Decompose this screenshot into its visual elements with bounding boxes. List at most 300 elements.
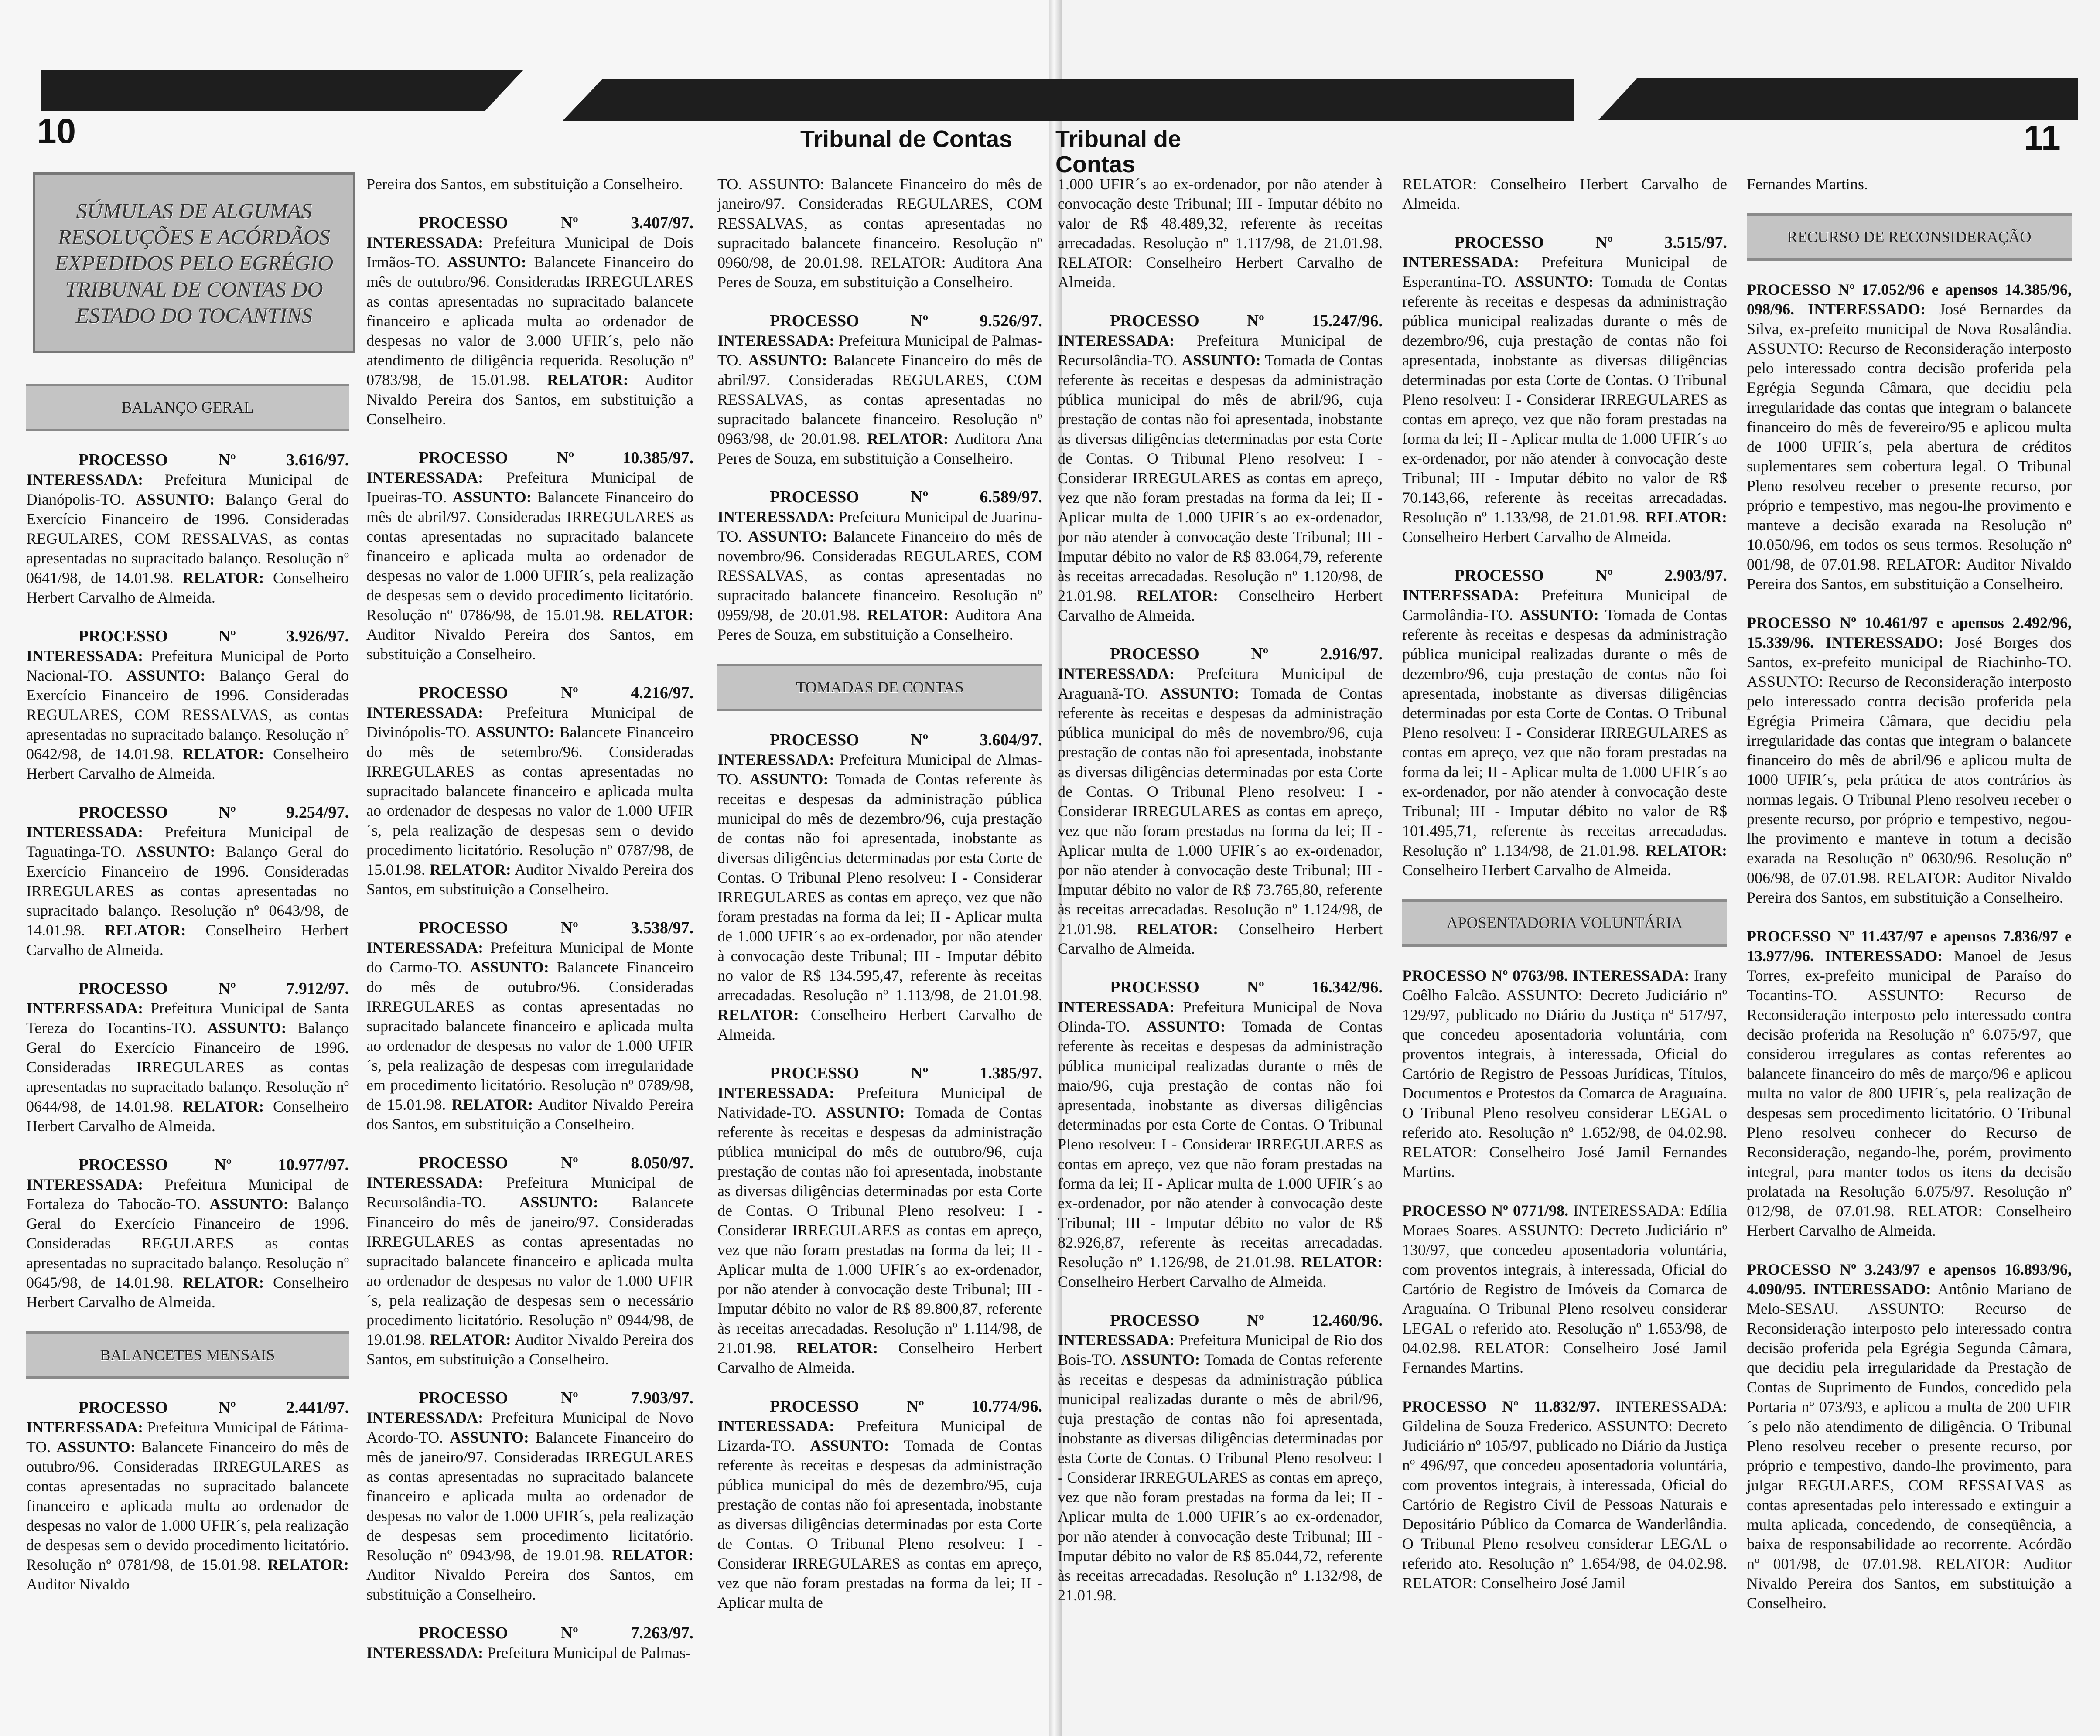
relator-text: Conselheiro Herbert Carvalho de Almeida. bbox=[26, 1098, 349, 1135]
processo-heading bbox=[26, 627, 349, 646]
processo-heading: PROCESSO Nº 10.461/97 e apensos 2.492/96, 15.339/96. INTERESSADO: bbox=[1747, 614, 2072, 651]
interessada-label: INTERESSADA: bbox=[1058, 998, 1175, 1016]
interessada-label: INTERESSADA: bbox=[717, 751, 835, 768]
column-2-continuation: Pereira dos Santos, em substituição a Conselheiro. bbox=[366, 175, 683, 193]
processo-label: PROCESSO bbox=[419, 684, 508, 702]
assunto-label: ASSUNTO: bbox=[207, 1019, 287, 1037]
numero-label: Nº bbox=[1246, 312, 1264, 330]
assunto-label: ASSUNTO: bbox=[1520, 606, 1599, 624]
relator-label: RELATOR: bbox=[430, 861, 511, 878]
page-number-right: 11 bbox=[2024, 118, 2061, 157]
numero-label: Nº bbox=[218, 627, 236, 645]
assunto-text: Tomada de Contas referente às receitas e despesas da administração pública municipal realizadas durante o mês de dezembro/96, cuja prestação de contas não foi apresentada, inobstante as diversas diligências determinadas por esta Corte de Contas. O Tribunal Pleno resolveu: I - Considerar IRREGULARES as contas em apreço, vez que não foram prestadas na forma da lei; II - Aplicar multa de 1.000 UFIR´s ao ex-ordenador, por não atender à convocação deste Tribunal; III - Imputar débito no valor de R$ 101.495,71, referente às receitas arrecadadas. Resolução nº 1.134/98, de 21.01.98. bbox=[1402, 606, 1728, 859]
interessada-label: INTERESSADA: bbox=[1058, 1331, 1175, 1349]
column-3 bbox=[717, 174, 1042, 1632]
assunto-label: ASSUNTO: bbox=[1146, 1018, 1226, 1035]
processo-entry bbox=[1058, 997, 1383, 1292]
processo-entry bbox=[366, 938, 693, 1134]
assunto-text: Tomada de Contas referente às receitas e despesas da administração pública municipal realizadas durante o mês de abril/96, cuja prestação de contas não foi apresentada, inobstante as diversas diligências determinadas por esta Corte de Contas. O Tribunal Pleno resolveu: I - Considerar IRREGULARES as contas em apreço, vez que não foram prestadas na forma da lei; II - Aplicar multa de 1.000 UFIR´s ao ex-ordenador, por não atender à convocação deste Tribunal; III - Imputar débito no valor de R$ 85.044,72, referente às receitas arrecadadas. Resolução nº 1.132/98, de 21.01.98. bbox=[1058, 1351, 1383, 1604]
relator-text: Conselheiro Herbert Carvalho de Almeida. bbox=[1058, 587, 1383, 624]
processo-label: PROCESSO bbox=[770, 731, 859, 749]
relator-text: Auditora Ana Peres de Souza, em substituição a Conselheiro. bbox=[717, 606, 1042, 643]
header-band-center-left bbox=[563, 79, 1055, 121]
numero-label: Nº bbox=[557, 449, 574, 467]
section-tomadas-de-contas: TOMADAS DE CONTAS bbox=[717, 664, 1042, 711]
processo-heading: PROCESSO Nº 17.052/96 e apensos 14.385/96, 098/96. INTERESSADO: bbox=[1747, 281, 2072, 318]
column-6-continuation: Fernandes Martins. bbox=[1747, 175, 1868, 193]
interessada-text: Prefeitura Municipal de Esperantina-TO. bbox=[1402, 253, 1727, 290]
processo-heading bbox=[366, 1153, 693, 1173]
assunto-label: ASSUNTO: bbox=[519, 1194, 598, 1211]
numero-label: Nº bbox=[1251, 645, 1269, 663]
processo-heading bbox=[1058, 311, 1383, 331]
interessada-text: Prefeitura Municipal de Recursolândia-TO. bbox=[1058, 332, 1383, 369]
numero-label: Nº bbox=[218, 1398, 236, 1417]
assunto-label: ASSUNTO: bbox=[475, 723, 555, 741]
interessada-text: Prefeitura Municipal de Santa Tereza do Tocantins-TO. bbox=[26, 999, 349, 1037]
processo-heading bbox=[1402, 233, 1727, 252]
processo-number: 6.589/97. bbox=[980, 488, 1042, 506]
assunto-text: Tomada de Contas referente às receitas e despesas da administração pública municipal do mês de outubro/96, cuja prestação de contas não foi apresentada, inobstante as diversas diligências determinadas por esta Corte de Contas. O Tribunal Pleno resolveu: I - Considerar IRREGULARES as contas em apreço, vez que não foram prestadas na forma da lei; II - Aplicar multa de 1.000 UFIR´s ao ex-ordenador, por não atender à convocação deste Tribunal; III - Imputar débito no valor de R$ 89.800,87, referente às receitas arrecadadas. Resolução nº 1.114/98, de 21.01.98. bbox=[717, 1104, 1042, 1357]
processo-label: PROCESSO bbox=[1455, 233, 1544, 252]
relator-text: Conselheiro Herbert Carvalho de Almeida. bbox=[26, 1274, 349, 1311]
numero-label: Nº bbox=[560, 1154, 578, 1172]
header-title-left: Tribunal de Contas bbox=[800, 126, 1013, 152]
processo-heading bbox=[366, 448, 693, 468]
processo-number: 1.385/97. bbox=[980, 1064, 1042, 1082]
relator-label: RELATOR: bbox=[612, 1546, 693, 1564]
assunto-label: ASSUNTO: bbox=[452, 488, 532, 506]
processo-heading: PROCESSO Nº 11.437/97 e apensos 7.836/97 e 13.977/96. INTERESSADO: bbox=[1747, 928, 2072, 965]
assunto-text: Tomada de Contas referente às receitas e despesas da administração pública municipal do mês de dezembro/96, cuja prestação de contas não foi apresentada, inobstante as diversas diligências determinadas por esta Corte de Contas. O Tribunal Pleno resolveu: I - Considerar IRREGULARES as contas em apreço, vez que não foram prestadas na forma da lei; II - Aplicar multa de 1.000 UFIR´s ao ex-ordenador, por não atender à convocação deste Tribunal; III - Imputar débito no valor de R$ 134.595,47, referente às receitas arrecadadas. Resolução nº 1.113/98, de 21.01.98. bbox=[717, 771, 1042, 1004]
processo-number: 3.538/97. bbox=[631, 919, 693, 937]
processo-entry bbox=[26, 999, 349, 1136]
processo-label: PROCESSO bbox=[419, 449, 508, 467]
interessada-label: INTERESSADA: bbox=[26, 999, 143, 1017]
processo-heading bbox=[366, 683, 693, 703]
processo-label: PROCESSO bbox=[79, 627, 168, 645]
numero-label: Nº bbox=[218, 451, 236, 469]
processo-heading bbox=[717, 1064, 1042, 1083]
processo-number: 4.216/97. bbox=[631, 684, 693, 702]
assunto-text: Balanço Geral do Exercício Financeiro de 1996. Consideradas REGULARES, COM RESSALVAS, as contas apresentadas no supracitado balanço. Resolução nº 0641/98, de 14.01.98. bbox=[26, 491, 349, 587]
assunto-text: Balanço Geral do Exercício Financeiro de 1996. Consideradas IRREGULARES as contas apresentadas no supracitado balanço. Resolução nº 0643/98, de 14.01.98. bbox=[26, 843, 349, 939]
numero-label: Nº bbox=[1595, 233, 1613, 252]
processo-entry bbox=[1747, 613, 2072, 907]
processo-number: 3.616/97. bbox=[286, 451, 349, 469]
assunto-label: ASSUNTO: bbox=[1120, 1351, 1200, 1368]
interessada-label: INTERESSADA: bbox=[366, 704, 484, 721]
processo-number: 2.441/97. bbox=[286, 1398, 349, 1417]
processo-number: 3.407/97. bbox=[631, 214, 693, 232]
assunto-label: ASSUNTO: bbox=[826, 1104, 905, 1121]
column-4-continuation: 1.000 UFIR´s ao ex-ordenador, por não atender à convocação deste Tribunal; III - Imputar débito no valor de R$ 48.489,32, referente às receitas arrecadadas. Resolução nº 1.117/98, de 21.01.98. RELATOR: Conselheiro Herbert Carvalho de Almeida. bbox=[1058, 175, 1383, 291]
relator-text: Auditor Nivaldo Pereira dos Santos, em substituição a Conselheiro. bbox=[366, 371, 694, 428]
processo-heading bbox=[717, 488, 1042, 507]
processo-label: PROCESSO bbox=[419, 1624, 508, 1642]
processo-label: PROCESSO bbox=[1110, 1311, 1199, 1330]
processo-entry bbox=[26, 822, 349, 960]
interessada-label: INTERESSADA: bbox=[1058, 665, 1175, 682]
assunto-text: Balancete Financeiro do mês de outubro/96. Consideradas IRREGULARES as contas apresentadas no supracitado balancete financeiro e aplicada multa ao ordenador de despesas no valor de 1.000 UFIR´s, pela realização de despesas sem o devido procedimento licitatório. Resolução nº 0781/98, de 15.01.98. bbox=[26, 1438, 349, 1573]
processo-heading: PROCESSO Nº 0771/98. bbox=[1402, 1202, 1568, 1219]
processo-label: PROCESSO bbox=[1110, 645, 1199, 663]
processo-label: PROCESSO bbox=[79, 1156, 168, 1174]
relator-label: RELATOR: bbox=[267, 1556, 349, 1573]
processo-entry bbox=[26, 1418, 349, 1594]
processo-entry bbox=[1747, 280, 2072, 594]
numero-label: Nº bbox=[560, 1624, 578, 1642]
relator-text: Auditor Nivaldo Pereira dos Santos, em substituição a Conselheiro. bbox=[366, 626, 693, 663]
numero-label: Nº bbox=[560, 214, 578, 232]
processo-label: PROCESSO bbox=[770, 1397, 859, 1415]
assunto-text: Balancete Financeiro do mês de outubro/96. Consideradas IRREGULARES as contas apresentadas no supracitado balancete financeiro e aplicada multa ao ordenador de despesas no valor de 1.000 UFIR´s, pela realização de despesas com irregularidade em procedimento licitatório. Resolução nº 0789/98, de 15.01.98. bbox=[366, 958, 693, 1113]
relator-label: RELATOR: bbox=[612, 606, 693, 624]
interessada-label: INTERESSADA: bbox=[717, 508, 835, 525]
processo-entry bbox=[26, 1175, 349, 1312]
processo-label: PROCESSO bbox=[79, 979, 168, 998]
page-title-box: SÚMULAS DE ALGUMAS RESOLUÇÕES E ACÓRDÃOS EXPEDIDOS PELO EGRÉGIO TRIBUNAL DE CONTAS DO ESTADO DO TOCANTINS bbox=[33, 172, 355, 353]
assunto-label: ASSUNTO: bbox=[135, 491, 215, 508]
relator-text: Auditor Nivaldo Pereira dos Santos, em substituição a Conselheiro. bbox=[366, 1566, 693, 1603]
section-balancetes-mensais: BALANCETES MENSAIS bbox=[26, 1331, 349, 1379]
relator-text: Conselheiro Herbert Carvalho de Almeida. bbox=[26, 569, 349, 606]
assunto-text: Tomada de Contas referente às receitas e despesas da administração pública municipal do mês de abril/96, cuja prestação de contas não foi apresentada, inobstante as diversas diligências determinadas por esta Corte de Contas. O Tribunal Pleno resolveu: I - Considerar IRREGULARES as contas em apreço, vez que não foram prestadas na forma da lei; II - Aplicar multa de 1.000 UFIR´s ao ex-ordenador, por não atender à convocação deste Tribunal; III - Imputar débito no valor de R$ 83.064,79, referente às receitas arrecadadas. Resolução nº 1.120/98, de 21.01.98. bbox=[1058, 351, 1383, 604]
numero-label: Nº bbox=[911, 1064, 929, 1082]
interessada-text: Prefeitura Municipal de Dois Irmãos-TO. bbox=[366, 234, 694, 271]
processo-text: Irany Coêlho Falcão. ASSUNTO: Decreto Judiciário nº 129/97, publicado no Diário da Justiça nº 517/97, que concedeu aposentadoria voluntária, com proventos integrais, à interessada, Oficial do Cartório de Registro de Pessoas Jurídicas, Títulos, Documentos e Protestos da Comarca de Araguaína. O Tribunal Pleno resolveu considerar LEGAL o referido ato. Resolução nº 1.652/98, de 04.02.98. RELATOR: Conselheiro José Jamil Fernandes Martins. bbox=[1402, 967, 1728, 1180]
interessada-text: Prefeitura Municipal de Nova Olinda-TO. bbox=[1058, 998, 1383, 1035]
interessada-text: Prefeitura Municipal de Taguatinga-TO. bbox=[26, 823, 349, 860]
column-6 bbox=[1747, 174, 2072, 1632]
assunto-label: ASSUNTO: bbox=[1181, 351, 1261, 369]
relator-text: Auditor Nivaldo Pereira dos Santos, em substituição a Conselheiro. bbox=[366, 1096, 694, 1133]
processo-number: 9.526/97. bbox=[980, 312, 1042, 330]
interessada-label: INTERESSADA: bbox=[26, 647, 143, 665]
page-number-left: 10 bbox=[37, 112, 76, 150]
processo-heading bbox=[717, 1397, 1042, 1416]
relator-label: RELATOR: bbox=[182, 569, 264, 587]
column-1 bbox=[26, 384, 349, 1613]
numero-label: Nº bbox=[1595, 566, 1613, 585]
relator-text: Conselheiro Herbert Carvalho de Almeida. bbox=[1402, 528, 1671, 546]
processo-label: PROCESSO bbox=[1455, 566, 1544, 585]
processo-label: PROCESSO bbox=[79, 1398, 168, 1417]
numero-label: Nº bbox=[560, 684, 578, 702]
interessada-label: INTERESSADA: bbox=[366, 469, 484, 486]
column-3-continuation: TO. ASSUNTO: Balancete Financeiro do mês de janeiro/97. Consideradas REGULARES, COM RESSALVAS, as contas apresentadas no supracitado balancete financeiro. Resolução nº 0960/98, de 20.01.98. RELATOR: Auditora Ana Peres de Souza, em substituição a Conselheiro. bbox=[717, 175, 1042, 291]
column-5 bbox=[1402, 174, 1727, 1612]
relator-label: RELATOR: bbox=[430, 1331, 511, 1348]
interessada-text: Prefeitura Municipal de Fátima-TO. bbox=[26, 1419, 349, 1456]
interessada-text: Prefeitura Municipal de Fortaleza do Tabocão-TO. bbox=[26, 1176, 349, 1213]
assunto-text: Balanço Geral do Exercício Financeiro de 1996. Consideradas REGULARES as contas apresentadas no supracitado balanço. Resolução nº 0645/98, de 14.01.98. bbox=[26, 1195, 349, 1291]
processo-entry bbox=[26, 470, 349, 607]
processo-heading bbox=[366, 1388, 693, 1408]
processo-number: 10.977/97. bbox=[278, 1156, 349, 1174]
processo-number: 7.263/97. bbox=[631, 1624, 693, 1642]
assunto-label: ASSUNTO: bbox=[136, 843, 215, 860]
processo-entry bbox=[1747, 927, 2072, 1241]
processo-text: INTERESSADA: Edília Moraes Soares. ASSUNTO: Decreto Judiciário nº 130/97, que concedeu aposentadoria voluntária, com proventos integrais, à interessada, Oficial do Cartório de Registro de Imóveis da Comarca de Araguaína. O Tribunal Pleno resolveu considerar LEGAL o referido ato. Resolução nº 1.653/98, de 04.02.98. RELATOR: Conselheiro José Jamil Fernandes Martins. bbox=[1402, 1202, 1728, 1376]
processo-label: PROCESSO bbox=[419, 214, 508, 232]
assunto-label: ASSUNTO: bbox=[126, 667, 206, 684]
numero-label: Nº bbox=[906, 1397, 924, 1415]
numero-label: Nº bbox=[218, 979, 236, 998]
processo-heading bbox=[26, 803, 349, 822]
processo-label: PROCESSO bbox=[79, 803, 168, 822]
processo-entry bbox=[26, 646, 349, 784]
relator-label: RELATOR: bbox=[717, 1006, 799, 1023]
column-4 bbox=[1058, 174, 1383, 1624]
processo-label: PROCESSO bbox=[770, 488, 859, 506]
assunto-label: ASSUNTO: bbox=[748, 351, 827, 369]
processo-heading bbox=[366, 918, 693, 938]
processo-text: José Bernardes da Silva, ex-prefeito municipal de Nova Rosalândia. ASSUNTO: Recurso de Reconsideração interposto pelo interessado contra decisão proferida pela Egrégia Segunda Câmara, que decidiu pela irregularidade das contas que integram o balancete financeiro do mês de fevereiro/95 e aplicou multa de 1000 UFIR´s, pela abertura de créditos suplementares sem cobertura legal. O Tribunal Pleno resolveu receber o presente recurso, por próprio e tempestivo, mas negou-lhe provimento e manteve a decisão exarada na Resolução nº 10.050/96, em todos os seus termos. Resolução nº 001/98, de 07.01.98. RELATOR: Auditor Nivaldo Pereira dos Santos, em substituição a Conselheiro. bbox=[1747, 300, 2072, 593]
interessada-text: Prefeitura Municipal de Novo Acordo-TO. bbox=[366, 1409, 694, 1446]
processo-entry bbox=[366, 233, 693, 429]
relator-label: RELATOR: bbox=[796, 1339, 878, 1357]
processo-entry bbox=[366, 1643, 693, 1663]
processo-number: 3.515/97. bbox=[1664, 233, 1727, 252]
processo-heading: PROCESSO Nº 11.832/97. bbox=[1402, 1398, 1600, 1415]
processo-entry bbox=[717, 750, 1042, 1044]
processo-number: 10.774/96. bbox=[971, 1397, 1042, 1415]
section-balanco-geral: BALANÇO GERAL bbox=[26, 384, 349, 431]
processo-entry bbox=[366, 703, 693, 899]
assunto-text: Balanço Geral do Exercício Financeiro de 1996. Consideradas IRREGULARES as contas apresentadas no supracitado balanço. Resolução nº 0644/98, de 14.01.98. bbox=[26, 1019, 349, 1115]
processo-heading bbox=[1058, 1311, 1383, 1330]
relator-label: RELATOR: bbox=[867, 606, 949, 624]
numero-label: Nº bbox=[214, 1156, 232, 1174]
processo-heading bbox=[717, 311, 1042, 331]
processo-entry bbox=[1058, 1330, 1383, 1605]
interessada-label: INTERESSADA: bbox=[366, 939, 484, 956]
numero-label: Nº bbox=[560, 1389, 578, 1407]
interessada-label: INTERESSADA: bbox=[1058, 332, 1175, 349]
interessada-label: INTERESSADA: bbox=[366, 1409, 484, 1426]
interessada-text: Prefeitura Municipal de Divinópolis-TO. bbox=[366, 704, 693, 741]
assunto-text: Balancete Financeiro do mês de abril/97. Consideradas REGULARES, COM RESSALVAS, as contas apresentadas no supracitado balancete financeiro. Resolução nº 0963/98, de 20.01.98. bbox=[717, 351, 1042, 447]
relator-text: Auditor Nivaldo bbox=[26, 1576, 130, 1593]
header-band-right bbox=[1598, 78, 2078, 120]
processo-number: 7.903/97. bbox=[631, 1389, 693, 1407]
interessada-text: Prefeitura Municipal de Dianópolis-TO. bbox=[26, 471, 349, 508]
processo-number: 2.916/97. bbox=[1320, 645, 1383, 663]
interessada-label: INTERESSADA: bbox=[366, 234, 484, 251]
processo-entry bbox=[1402, 1201, 1727, 1378]
processo-text: José Borges dos Santos, ex-prefeito municipal de Riachinho-TO. ASSUNTO: Recurso de Reconsideração interposto pelo interessado contra decisão proferida pela Egrégia Primeira Câmara, que decidiu pela irregularidade das contas que integram o balancete financeiro do mês de abril/96 e aplicou multa de 1000 UFIR´s, pela prática de atos contrários às normas legais. O Tribunal Pleno resolveu receber o presente recurso, por próprio e tempestivo, negou-lhe provimento e manteve in totum a decisão exarada na Resolução nº 0630/96. Resolução nº 006/98, de 07.01.98. RELATOR: Auditor Nivaldo Pereira dos Santos, em substituição a Conselheiro. bbox=[1747, 634, 2072, 906]
relator-label: RELATOR: bbox=[1646, 842, 1727, 859]
interessada-text: Prefeitura Municipal de Ipueiras-TO. bbox=[366, 469, 693, 506]
numero-label: Nº bbox=[911, 312, 929, 330]
processo-heading bbox=[366, 213, 693, 233]
processo-heading bbox=[26, 979, 349, 999]
processo-number: 16.342/96. bbox=[1311, 978, 1383, 996]
interessada-text: Prefeitura Municipal de Recursolândia-TO. bbox=[366, 1174, 693, 1211]
assunto-label: ASSUNTO: bbox=[748, 528, 827, 545]
processo-text: Antônio Mariano de Melo-SESAU. ASSUNTO: Recurso de Reconsideração interposto pelo interessado contra decisão proferida pela Egrégia Segunda Câmara, que decidiu pela irregularidade da Prestação de Contas de Suprimento de Fundos, concedido pela Portaria nº 073/93, e aplicou a multa de 200 UFIR´s pelo não atendimento de diligência. O Tribunal Pleno resolveu receber o presente recurso, por próprio e tempestivo, dando-lhe provimento, para julgar REGULARES, COM RESSALVAS as contas apresentadas pelo interessado e extinguir a multa aplicada, concedendo, de conseqüência, a baixa de responsabilidade ao recorrente. Acórdão nº 001/98, de 07.01.98. RELATOR: Auditor Nivaldo Pereira dos Santos, em substituição a Conselheiro. bbox=[1747, 1280, 2072, 1612]
relator-text: Auditora Ana Peres de Souza, em substituição a Conselheiro. bbox=[717, 430, 1042, 467]
processo-number: 3.926/97. bbox=[286, 627, 349, 645]
section-recurso-de-reconsideracao: RECURSO DE RECONSIDERAÇÃO bbox=[1747, 213, 2072, 261]
header-band-center-right bbox=[1055, 79, 1574, 121]
processo-entry bbox=[1747, 1260, 2072, 1613]
relator-text: Conselheiro Herbert Carvalho de Almeida. bbox=[26, 745, 349, 782]
relator-label: RELATOR: bbox=[1646, 508, 1727, 526]
interessada-text: Prefeitura Municipal de Carmolândia-TO. bbox=[1402, 587, 1727, 624]
relator-text: Conselheiro Herbert Carvalho de Almeida. bbox=[717, 1339, 1043, 1376]
column-5-continuation: RELATOR: Conselheiro Herbert Carvalho de Almeida. bbox=[1402, 175, 1727, 212]
processo-label: PROCESSO bbox=[770, 312, 859, 330]
processo-label: PROCESSO bbox=[1110, 312, 1199, 330]
relator-text: Conselheiro Herbert Carvalho de Almeida. bbox=[1058, 1273, 1327, 1290]
assunto-text: Balancete Financeiro do mês de novembro/96. Consideradas REGULARES, COM RESSALVAS, as contas apresentadas no supracitado balancete financeiro. Resolução nº 0959/98, de 20.01.98. bbox=[717, 528, 1042, 624]
header-band-left bbox=[41, 70, 523, 111]
interessada-label: INTERESSADA: bbox=[1402, 587, 1520, 604]
assunto-text: Balancete Financeiro do mês de janeiro/97. Consideradas IRREGULARES as contas apresentadas no supracitado balancete financeiro e aplicada multa ao ordenador de despesas no valor de 1.000 UFIR´s, pela realização de despesas sem procedimento licitatório. Resolução nº 0943/98, de 19.01.98. bbox=[366, 1429, 694, 1564]
processo-text: Manoel de Jesus Torres, ex-prefeito municipal de Paraíso do Tocantins-TO. ASSUNTO: Recurso de Reconsideração interposto pelo interessado contra decisão proferida na Resolução nº 6.075/97, que considerou irregulares as contas referentes ao balancete financeiro do mês de março/96 e aplicou multa no valor de 800 UFIR´s, pela realização de despesas sem procedimento licitatório. O Tribunal Pleno resolveu conhecer do Recurso de Reconsideração, negando-lhe, porém, provimento integral, para manter todos os itens da decisão prolatada na Resolução 6.075/97. Resolução nº 012/98, de 07.01.98. RELATOR: Conselheiro Herbert Carvalho de Almeida. bbox=[1747, 947, 2072, 1239]
assunto-label: ASSUNTO: bbox=[749, 771, 829, 788]
processo-number: 10.385/97. bbox=[622, 449, 693, 467]
column-2 bbox=[366, 174, 693, 1682]
section-aposentadoria-voluntaria: APOSENTADORIA VOLUNTÁRIA bbox=[1402, 899, 1727, 947]
interessada-text: Prefeitura Municipal de Porto Nacional-TO. bbox=[26, 647, 349, 684]
assunto-text: Tomada de Contas referente às receitas e despesas da administração pública municipal do mês de dezembro/95, cuja prestação de contas não foi apresentada, inobstante as diversas diligências determinadas por esta Corte de Contas. O Tribunal Pleno resolveu: I - Considerar IRREGULARES as contas em apreço, vez que não foram prestadas na forma da lei; II - Aplicar multa de bbox=[717, 1437, 1043, 1611]
processo-number: 3.604/97. bbox=[980, 731, 1042, 749]
relator-label: RELATOR: bbox=[867, 430, 949, 447]
processo-text: INTERESSADA: Gildelina de Souza Frederico. ASSUNTO: Decreto Judiciário nº 105/97, publicado no Diário da Justiça nº 496/97, que concedeu aposentadoria voluntária, com proventos integrais, à interessada, Oficial do Cartório de Registro Civil de Pessoas Naturais e Depositário Público da Comarca de Wanderlândia. O Tribunal Pleno resolveu considerar LEGAL o referido ato. Resolução nº 1.654/98, de 04.02.98. RELATOR: Conselheiro José Jamil bbox=[1402, 1398, 1728, 1592]
numero-label: Nº bbox=[560, 919, 578, 937]
processo-heading bbox=[717, 730, 1042, 750]
interessada-label: INTERESSADA: bbox=[26, 1176, 143, 1193]
assunto-label: ASSUNTO: bbox=[56, 1438, 136, 1456]
relator-label: RELATOR: bbox=[1137, 920, 1219, 938]
assunto-text: Balanço Geral do Exercício Financeiro de 1996. Consideradas REGULARES, COM RESSALVAS, as contas apresentadas no supracitado balanço. Resolução nº 0642/98, de 14.01.98. bbox=[26, 667, 349, 763]
relator-label: RELATOR: bbox=[182, 745, 264, 763]
interessada-text: Prefeitura Municipal de Almas-TO. bbox=[717, 751, 1042, 788]
processo-heading bbox=[26, 1155, 349, 1175]
numero-label: Nº bbox=[1246, 1311, 1264, 1330]
processo-label: PROCESSO bbox=[419, 1154, 508, 1172]
numero-label: Nº bbox=[218, 803, 236, 822]
processo-heading: PROCESSO Nº 3.243/97 e apensos 16.893/96, 4.090/95. INTERESSADO: bbox=[1747, 1261, 2072, 1298]
relator-label: RELATOR: bbox=[546, 371, 628, 389]
interessada-label: INTERESSADA: bbox=[366, 1644, 484, 1661]
assunto-text: Tomada de Contas referente às receitas e despesas da administração pública municipal do mês de novembro/96, cuja prestação de contas não foi apresentada, inobstante as diversas diligências determinadas por esta Corte de Contas. O Tribunal Pleno resolveu: I - Considerar IRREGULARES as contas em apreço, vez que não foram prestadas na forma da lei; II - Aplicar multa de 1.000 UFIR´s ao ex-ordenador, por não atender à convocação deste Tribunal; III - Imputar débito no valor de R$ 73.765,80, referente às receitas arrecadadas. Resolução nº 1.124/98, de 21.01.98. bbox=[1058, 685, 1383, 938]
interessada-text: Prefeitura Municipal de Juarina-TO. bbox=[717, 508, 1043, 545]
interessada-text: Prefeitura Municipal de Palmas- bbox=[487, 1644, 691, 1661]
assunto-text: Balancete Financeiro do mês de setembro/96. Consideradas IRREGULARES as contas apresentadas no supracitado balancete financeiro e aplicada multa ao ordenador de despesas no valor de 1.000 UFIR´s, pela realização de despesas sem o devido procedimento licitatório. Resolução nº 0787/98, de 15.01.98. bbox=[366, 723, 693, 878]
processo-entry bbox=[1058, 664, 1383, 958]
processo-label: PROCESSO bbox=[419, 1389, 508, 1407]
interessada-label: INTERESSADA: bbox=[717, 1417, 835, 1435]
processo-heading bbox=[1058, 978, 1383, 997]
assunto-text: Balancete Financeiro do mês de abril/97. Consideradas IRREGULARES as contas apresentadas no supracitado balancete financeiro e aplicada multa ao ordenador de despesas no valor de 1.000 UFIR´s, pela realização de despesas sem o devido procedimento licitatório. Resolução nº 0786/98, de 15.01.98. bbox=[366, 488, 694, 624]
relator-label: RELATOR: bbox=[451, 1096, 533, 1113]
numero-label: Nº bbox=[911, 731, 929, 749]
relator-label: RELATOR: bbox=[182, 1098, 264, 1115]
processo-entry bbox=[1402, 586, 1727, 880]
processo-entry bbox=[1058, 331, 1383, 625]
relator-text: Auditor Nivaldo Pereira dos Santos, em substituição a Conselheiro. bbox=[366, 861, 694, 898]
processo-heading bbox=[26, 450, 349, 470]
processo-number: 12.460/96. bbox=[1311, 1311, 1383, 1330]
interessada-text: Prefeitura Municipal de Araguanã-TO. bbox=[1058, 665, 1383, 702]
assunto-text: Balancete Financeiro do mês de outubro/96. Consideradas IRREGULARES as contas apresentadas no supracitado balancete financeiro e aplicada multa ao ordenador de despesas no valor de 3.000 UFIR´s, pelo não atendimento de diligência requerida. Resolução nº 0783/98, de 15.01.98. bbox=[366, 253, 694, 389]
processo-entry bbox=[717, 1083, 1042, 1378]
numero-label: Nº bbox=[1246, 978, 1264, 996]
processo-number: 15.247/96. bbox=[1311, 312, 1383, 330]
relator-text: Conselheiro Herbert Carvalho de Almeida. bbox=[1058, 920, 1383, 957]
numero-label: Nº bbox=[911, 488, 929, 506]
interessada-label: INTERESSADA: bbox=[26, 471, 143, 488]
assunto-label: ASSUNTO: bbox=[1514, 273, 1594, 290]
relator-label: RELATOR: bbox=[1301, 1253, 1383, 1271]
processo-entry bbox=[717, 507, 1042, 645]
processo-entry bbox=[717, 331, 1042, 468]
processo-number: 7.912/97. bbox=[286, 979, 349, 998]
processo-label: PROCESSO bbox=[770, 1064, 859, 1082]
processo-number: 2.903/97. bbox=[1664, 566, 1727, 585]
interessada-text: Prefeitura Municipal de Lizarda-TO. bbox=[717, 1417, 1042, 1454]
assunto-label: ASSUNTO: bbox=[447, 253, 526, 271]
processo-label: PROCESSO bbox=[419, 919, 508, 937]
interessada-label: INTERESSADA: bbox=[26, 823, 143, 841]
interessada-label: INTERESSADA: bbox=[717, 332, 835, 349]
assunto-text: Tomada de Contas referente às receitas e despesas da administração pública municipal realizadas durante o mês de maio/96, cuja prestação de contas não foi apresentada, inobstante as diversas diligências determinadas por esta Corte de Contas. O Tribunal Pleno resolveu: I - Considerar IRREGULARES as contas em apreço, vez que não foram prestadas na forma da lei; II - Aplicar multa de 1.000 UFIR´s ao ex-ordenador, por não atender à convocação deste Tribunal; III - Imputar débito no valor de R$ 82.926,87, referente às receitas arrecadadas. Resolução nº 1.126/98, de 21.01.98. bbox=[1058, 1018, 1383, 1271]
processo-heading bbox=[26, 1398, 349, 1418]
processo-entry bbox=[1402, 252, 1727, 547]
interessada-label: INTERESSADA: bbox=[717, 1084, 835, 1102]
assunto-label: ASSUNTO: bbox=[450, 1429, 529, 1446]
processo-heading bbox=[366, 1623, 693, 1643]
relator-label: RELATOR: bbox=[1137, 587, 1219, 604]
assunto-text: Balancete Financeiro do mês de janeiro/97. Consideradas IRREGULARES as contas apresentadas no supracitado balancete financeiro e aplicada multa ao ordenador de despesas no valor de 1.000 UFIR´s, pela realização de despesas sem o necessário procedimento licitatório. Resolução nº 0944/98, de 19.01.98. bbox=[366, 1194, 694, 1348]
processo-label: PROCESSO bbox=[79, 451, 168, 469]
interessada-text: Prefeitura Municipal de Palmas-TO. bbox=[717, 332, 1042, 369]
relator-text: Auditor Nivaldo Pereira dos Santos, em substituição a Conselheiro. bbox=[366, 1331, 694, 1368]
processo-entry bbox=[366, 1173, 693, 1369]
relator-text: Conselheiro Herbert Carvalho de Almeida. bbox=[1402, 861, 1671, 879]
interessada-label: INTERESSADA: bbox=[26, 1419, 143, 1436]
processo-entry bbox=[366, 468, 693, 664]
processo-number: 9.254/97. bbox=[286, 803, 349, 822]
processo-heading bbox=[1058, 645, 1383, 664]
interessada-text: Prefeitura Municipal de Rio dos Bois-TO. bbox=[1058, 1331, 1383, 1368]
processo-number: 8.050/97. bbox=[631, 1154, 693, 1172]
assunto-label: ASSUNTO: bbox=[1160, 685, 1240, 702]
assunto-label: ASSUNTO: bbox=[810, 1437, 889, 1454]
processo-entry bbox=[717, 1416, 1042, 1613]
assunto-label: ASSUNTO: bbox=[470, 958, 549, 976]
interessada-text: Prefeitura Municipal de Monte do Carmo-TO. bbox=[366, 939, 693, 976]
processo-entry bbox=[366, 1408, 693, 1604]
interessada-text: Prefeitura Municipal de Natividade-TO. bbox=[717, 1084, 1042, 1121]
relator-text: Conselheiro Herbert Carvalho de Almeida. bbox=[26, 921, 349, 958]
header-title-right: Tribunal de Contas bbox=[1055, 126, 1181, 177]
processo-entry bbox=[1402, 966, 1727, 1182]
relator-label: RELATOR: bbox=[182, 1274, 264, 1291]
processo-entry bbox=[1402, 1397, 1727, 1593]
interessada-label: INTERESSADA: bbox=[1402, 253, 1520, 271]
assunto-text: Tomada de Contas referente às receitas e despesas da administração pública municipal realizadas durante o mês de dezembro/96, cuja prestação de contas não foi apresentada, inobstante as diversas diligências determinadas por esta Corte de Contas. O Tribunal Pleno resolveu: I - Considerar IRREGULARES as contas em apreço, vez que não foram prestadas na forma da lei; II - Aplicar multa de 1.000 UFIR´s ao ex-ordenador, por não atender à convocação deste Tribunal; III - Imputar débito no valor de R$ 70.143,66, referente às receitas arrecadadas. Resolução nº 1.133/98, de 21.01.98. bbox=[1402, 273, 1727, 526]
processo-heading: PROCESSO Nº 0763/98. INTERESSADA: bbox=[1402, 967, 1690, 984]
relator-text: Conselheiro Herbert Carvalho de Almeida. bbox=[717, 1006, 1043, 1043]
processo-label: PROCESSO bbox=[1110, 978, 1199, 996]
assunto-label: ASSUNTO: bbox=[209, 1195, 289, 1213]
processo-heading bbox=[1402, 566, 1727, 586]
